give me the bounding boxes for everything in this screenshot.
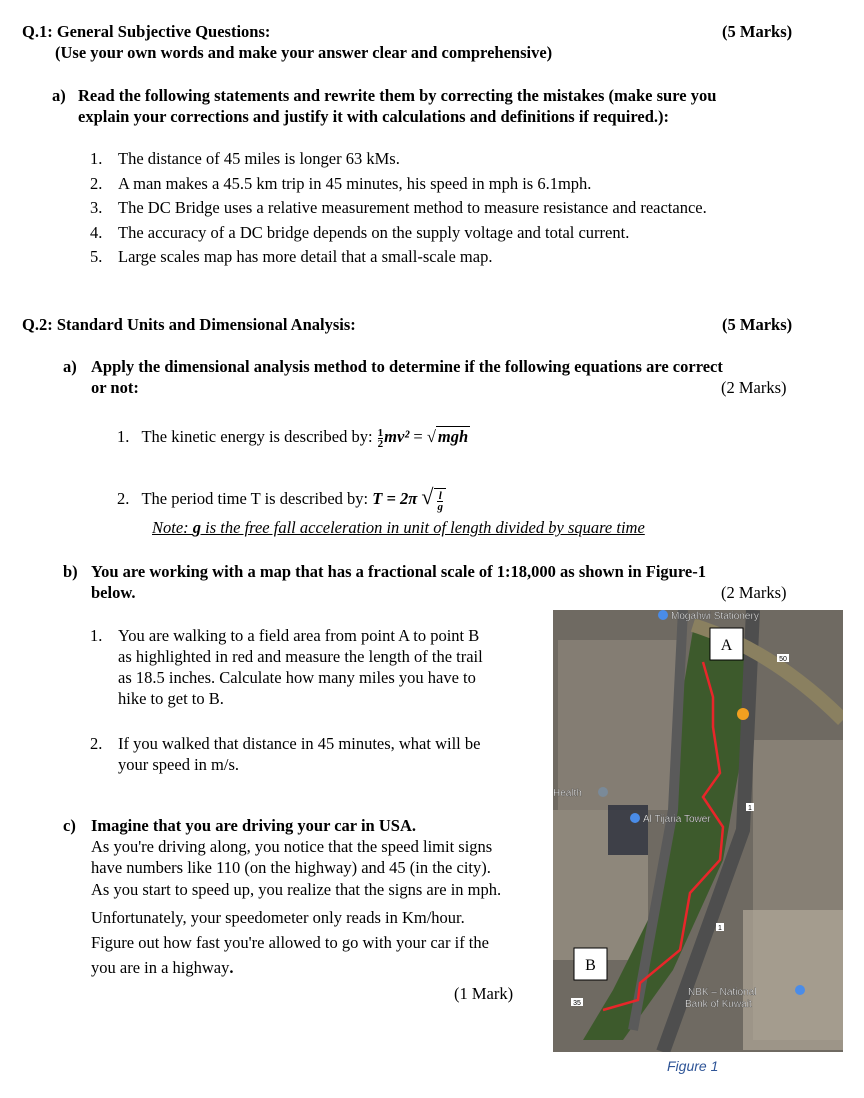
equation-2 [117,485,447,512]
q2-c-title: Imagine that you are driving your car in USA. [91,816,416,835]
q2-a-text-2: or not: [91,378,139,397]
list-item: The accuracy of a DC bridge depends on the supply voltage and total current. [118,223,630,242]
list-item: as 18.5 inches. Calculate how many miles you have to [118,668,476,687]
road-50: 50 [779,656,787,663]
equation-lhs: mv² [384,427,410,446]
list-item: Large scales map has more detail that a small-scale map. [118,247,493,266]
q2-b-text: You are working with a map that has a fractional scale of 1:18,000 as shown in Figure-1 [91,562,706,581]
list-num: 4. [90,223,103,242]
q2-c-text: Figure out how fast you're allowed to go with your car if the [91,933,489,952]
road-35: 35 [573,1000,581,1007]
restaurant-pin-icon [737,708,749,720]
denominator: 2 [377,437,384,450]
list-num: 1. [90,626,103,645]
list-item: A man makes a 45.5 km trip in 45 minutes, his speed in mph is 6.1mph. [118,174,592,193]
note [152,518,645,538]
q1-marks: (5 Marks) [722,22,793,41]
list-item: The distance of 45 miles is longer 63 kMs. [118,149,400,168]
road-1: 1 [718,925,722,932]
map-figure [553,610,843,1052]
map-label-bank-2: Bank of Kuwait [685,999,752,1010]
q1-heading: Q.1: General Subjective Questions: [22,22,271,41]
q1-a-text: Read the following statements and rewrite them by correcting the mistakes (make sure you [78,86,717,105]
q2-c-text: Unfortunately, your speedometer only reads in Km/hour. [91,908,465,927]
equation-label: The kinetic energy is described by: [141,427,377,446]
list-item: If you walked that distance in 45 minutes, what will be [118,734,481,753]
q2-a-label: a) [63,357,77,376]
list-item: your speed in m/s. [118,755,239,774]
list-num: 1. [90,149,103,168]
equation-rhs: = 2π [382,489,418,508]
list-num: 2. [117,489,130,508]
q2-c-text: As you start to speed up, you realize that the signs are in mph. [91,880,502,899]
tower-shadow [608,805,648,855]
note-text: is the free fall acceleration in unit of length divided by square time [201,518,645,537]
q2-b-text-2: below. [91,583,136,602]
fraction [434,488,446,512]
equation-rhs: mgh [437,427,469,446]
list-num: 3. [90,198,103,217]
q2-marks: (5 Marks) [722,315,793,334]
q2-b-label: b) [63,562,78,581]
list-item: hike to get to B. [118,689,224,708]
q2-c-last: you are in a highway [91,958,230,977]
q2-heading: Q.2: Standard Units and Dimensional Analysis: [22,315,356,334]
list-item: You are walking to a field area from point A to point B [118,626,480,645]
fraction [378,428,384,449]
denominator: g [437,501,443,514]
equation-lhs: T [372,489,383,508]
bank-pin-icon [795,985,805,995]
figure-caption: Figure 1 [667,1058,719,1074]
map-label-bank: NBK – National [688,987,757,998]
q1-a-text-2: explain your corrections and justify it with calculations and definitions if required.): [78,107,669,126]
numerator: l [438,490,442,503]
sqrt-sign: √ [421,484,434,509]
numerator: 1 [377,426,384,439]
q2-c-text: As you're driving along, you notice that the speed limit signs [91,837,493,856]
road-1: 1 [748,805,752,812]
location-pin-icon [658,610,668,620]
q2-c-period: . [229,958,234,977]
map-label-health: Health [553,788,582,799]
point-b-label: B [585,957,596,974]
equals-sign: = √ [409,427,436,446]
location-pin-icon [630,813,640,823]
equation-label: The period time T is described by: [141,489,373,508]
list-num: 2. [90,734,103,753]
equation-1 [117,425,470,449]
list-item: as highlighted in red and measure the length of the trail [118,647,483,666]
point-a-label: A [720,637,733,654]
q2-a-text: Apply the dimensional analysis method to determine if the following equations are correct [91,357,723,376]
q2-c-text: have numbers like 110 (on the highway) and 45 (in the city). [91,858,491,877]
q1-subheading: (Use your own words and make your answer clear and comprehensive) [55,43,553,62]
q2-c-text [91,958,234,978]
q2-a-marks: (2 Marks) [721,378,787,397]
note-g: g [192,518,202,537]
list-num: 2. [90,174,103,193]
list-num: 1. [117,427,130,446]
q1-a-label: a) [52,86,66,105]
map-label-stationery: Mogahwi Stationery [671,611,759,622]
map-label-tower: Al Tijaria Tower [643,814,711,825]
q2-c-marks: (1 Mark) [454,984,514,1003]
list-num: 5. [90,247,103,266]
q2-c-label: c) [63,816,76,835]
list-item: The DC Bridge uses a relative measurement method to measure resistance and reactance. [118,198,707,217]
building-icon [598,787,608,797]
q2-b-marks: (2 Marks) [721,583,787,602]
note-prefix: Note: [152,518,193,537]
